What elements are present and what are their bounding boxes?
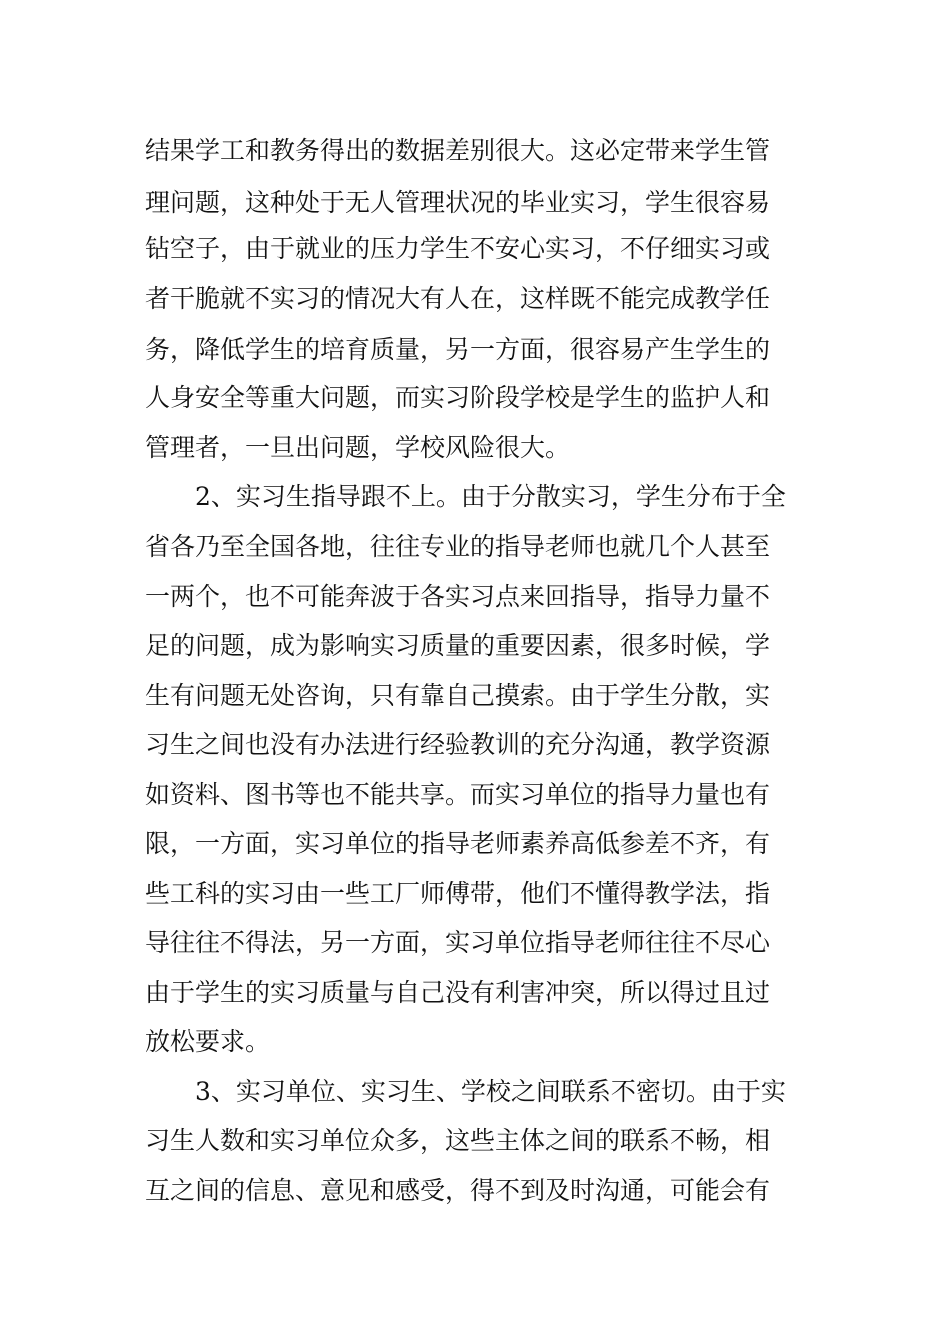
text-line: 一两个，也不可能奔波于各实习点来回指导，指导力量不 bbox=[145, 582, 771, 611]
text-line: 如资料、图书等也不能共享。而实习单位的指导力量也有 bbox=[145, 780, 771, 809]
text-line: 生有问题无处咨询，只有靠自己摸索。由于学生分散，实 bbox=[145, 681, 771, 710]
text-line: 足的问题，成为影响实习质量的重要因素，很多时候，学 bbox=[145, 631, 771, 660]
text-line: 省各乃至全国各地，往往专业的指导老师也就几个人甚至 bbox=[145, 532, 771, 561]
text-line: 习生之间也没有办法进行经验教训的充分沟通，教学资源 bbox=[145, 730, 771, 759]
text-line: 导往往不得法，另一方面，实习单位指导老师往往不尽心 bbox=[145, 928, 771, 957]
paragraph-first-line: 2、实习生指导跟不上。由于分散实习，学生分布于全 bbox=[195, 482, 786, 511]
text-line: 放松要求。 bbox=[145, 1027, 271, 1056]
text-line: 理问题，这种处于无人管理状况的毕业实习，学生很容易 bbox=[145, 188, 771, 217]
text-line: 务，降低学生的培育质量，另一方面，很容易产生学生的 bbox=[145, 335, 771, 364]
text-line: 互之间的信息、意见和感受，得不到及时沟通，可能会有 bbox=[145, 1176, 771, 1205]
text-line: 限，一方面，实习单位的指导老师素养高低参差不齐，有 bbox=[145, 829, 771, 858]
text-line: 管理者，一旦出问题，学校风险很大。 bbox=[145, 433, 571, 462]
text-line: 结果学工和教务得出的数据差别很大。这必定带来学生管 bbox=[145, 136, 771, 165]
text-line: 些工科的实习由一些工厂师傅带，他们不懂得教学法，指 bbox=[145, 879, 771, 908]
text-line: 人身安全等重大问题，而实习阶段学校是学生的监护人和 bbox=[145, 383, 771, 412]
text-line: 习生人数和实习单位众多，这些主体之间的联系不畅，相 bbox=[145, 1126, 771, 1155]
text-line: 者干脆就不实习的情况大有人在，这样既不能完成教学任 bbox=[145, 284, 771, 313]
text-line: 钻空子，由于就业的压力学生不安心实习，不仔细实习或 bbox=[145, 234, 771, 263]
text-line: 由于学生的实习质量与自己没有利害冲突，所以得过且过 bbox=[145, 978, 771, 1007]
paragraph-first-line: 3、实习单位、实习生、学校之间联系不密切。由于实 bbox=[195, 1077, 786, 1106]
